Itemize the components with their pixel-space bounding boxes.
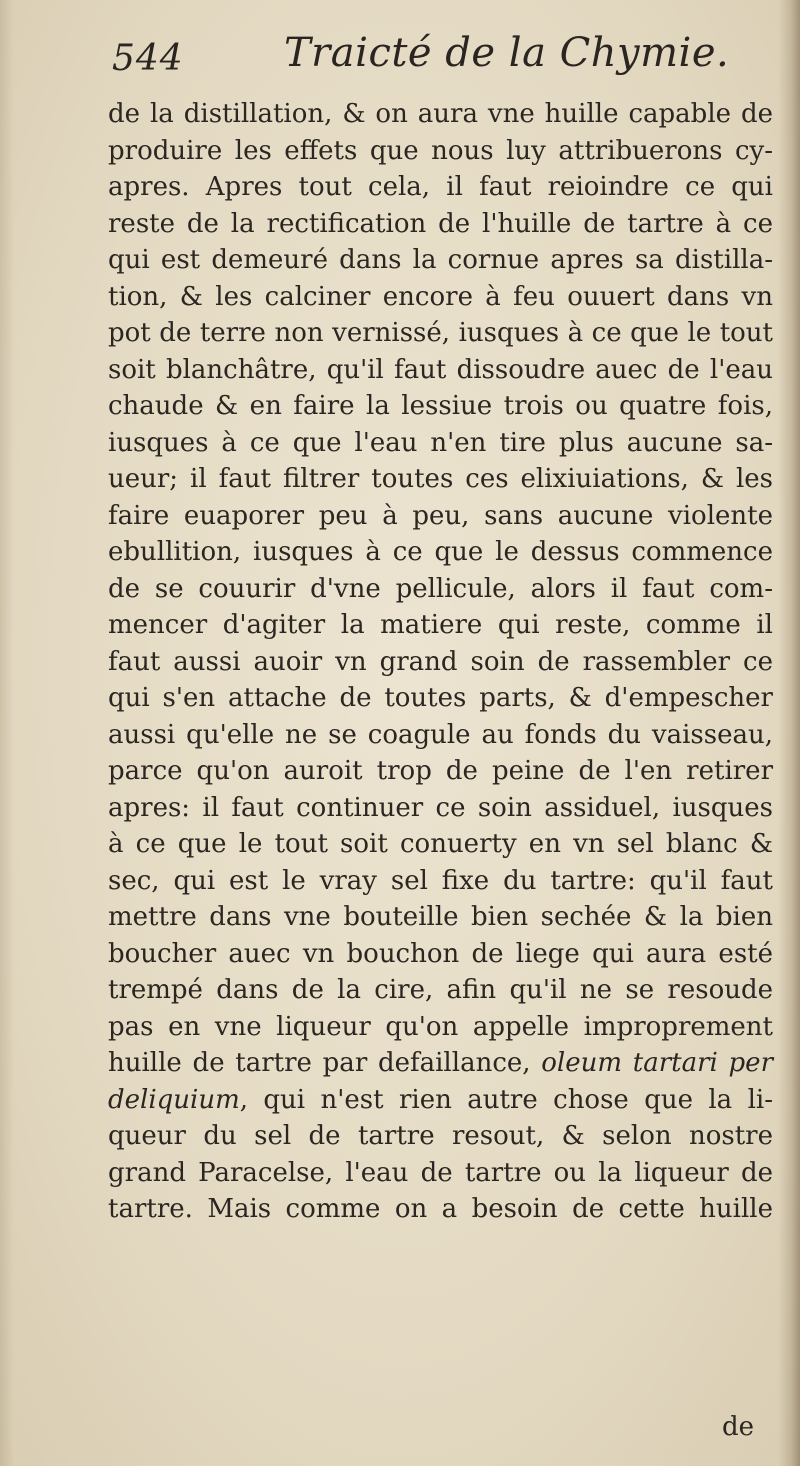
text-line: faut aussi auoir vn grand soin de rassembler ce bbox=[108, 646, 773, 677]
text-line: produire les effets que nous luy attribuerons cy- bbox=[108, 135, 773, 166]
text-line-roman: , qui n'est rien autre chose que la li- bbox=[239, 1084, 773, 1115]
text-line: queur du sel de tartre resout, & selon nostre bbox=[108, 1121, 773, 1151]
text-line: boucher auec vn bouchon de liege qui aura esté bbox=[108, 938, 773, 969]
text-line: de la distillation, & on aura vne huille capable de bbox=[108, 99, 773, 129]
text-line: qui s'en attache de toutes parts, & d'empescher bbox=[108, 683, 773, 713]
text-line: reste de la rectification de l'huille de tartre à ce bbox=[108, 208, 773, 239]
text-line: apres. Apres tout cela, il faut reioindre ce qui bbox=[108, 172, 773, 202]
text-line: apres: il faut continuer ce soin assiduel, iusques bbox=[108, 792, 773, 823]
text-line: faire euaporer peu à peu, sans aucune violente bbox=[108, 500, 773, 531]
text-line: qui est demeuré dans la cornue apres sa distilla- bbox=[108, 245, 773, 275]
page-number: 544 bbox=[112, 38, 184, 79]
text-line: parce qu'on auroit trop de peine de l'en retirer bbox=[108, 756, 773, 786]
text-line: à ce que le tout soit conuerty en vn sel blanc & bbox=[108, 829, 773, 859]
text-line: iusques à ce que l'eau n'en tire plus aucune sa- bbox=[108, 427, 773, 458]
running-head bbox=[112, 30, 732, 92]
text-line: ueur; il faut filtrer toutes ces elixiuiations, & les bbox=[108, 464, 773, 494]
text-line: chaude & en faire la lessiue trois ou quatre fois, bbox=[108, 391, 773, 421]
text-line: tartre. Mais comme on a besoin de cette huille bbox=[108, 1194, 773, 1224]
text-line: de se couurir d'vne pellicule, alors il faut com- bbox=[108, 573, 773, 604]
page-left-edge bbox=[0, 0, 14, 1466]
text-line: trempé dans de la cire, afin qu'il ne se resoude bbox=[108, 975, 773, 1005]
text-line: pas en vne liqueur qu'on appelle improprement bbox=[108, 1011, 773, 1042]
italic-latin-phrase: oleum tartari per bbox=[541, 1048, 773, 1078]
text-line bbox=[108, 1082, 773, 1119]
text-line: sec, qui est le vray sel fixe du tartre: qu'il faut bbox=[108, 865, 773, 896]
text-line: mettre dans vne bouteille bien sechée & la bien bbox=[108, 902, 773, 932]
text-line: tion, & les calciner encore à feu ouuert dans vn bbox=[108, 281, 773, 312]
text-line bbox=[108, 1045, 773, 1082]
text-line-roman: huille de tartre par defaillance, bbox=[108, 1048, 542, 1078]
running-title: Traicté de la Chymie. bbox=[284, 30, 730, 76]
text-line: aussi qu'elle ne se coagule au fonds du vaisseau, bbox=[108, 719, 773, 750]
text-line: pot de terre non vernissé, iusques à ce que le tout bbox=[108, 318, 773, 348]
text-line: ebullition, iusques à ce que le dessus commence bbox=[108, 537, 773, 567]
catchword: de bbox=[722, 1412, 755, 1442]
page-gutter-shadow bbox=[778, 0, 800, 1466]
text-line: mencer d'agiter la matiere qui reste, comme il bbox=[108, 610, 773, 640]
body-text bbox=[108, 96, 773, 1228]
text-line: soit blanchâtre, qu'il faut dissoudre auec de l'eau bbox=[108, 354, 773, 385]
italic-latin-word: deliquium bbox=[108, 1084, 240, 1115]
text-line: grand Paracelse, l'eau de tartre ou la liqueur de bbox=[108, 1157, 773, 1188]
